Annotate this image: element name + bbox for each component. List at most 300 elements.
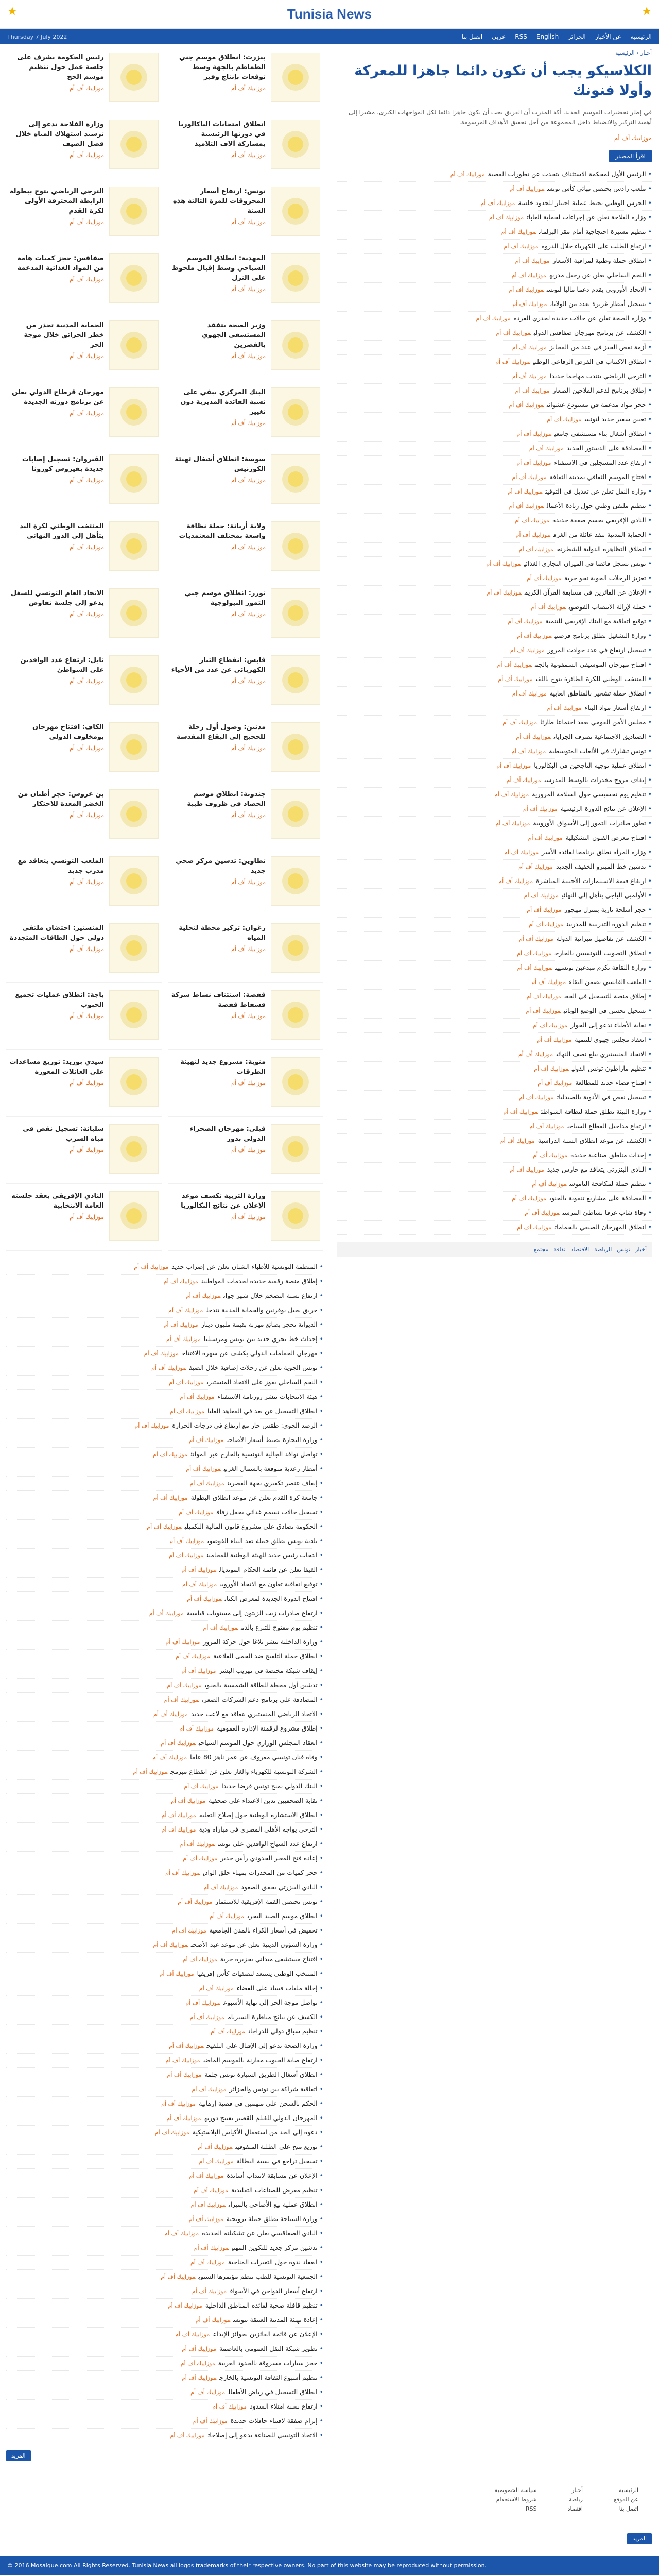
list-item[interactable] [337,485,652,499]
list-item-title[interactable]: انعقاد المجلس الوزاري حول الموسم السياحي [198,1739,318,1747]
list-item-title[interactable]: إعادة فتح المعبر الحدودي رأس جدير [220,1854,318,1862]
list-item-source[interactable]: موزاييك أف أم [153,1495,188,1501]
card-title[interactable]: منوبة: مشروع جديد لتهيئة الطرقات [180,1058,266,1076]
card-title[interactable]: ولاية أريانة: حملة نظافة واسعة بمختلف المعتمديات [179,522,266,540]
list-item-title[interactable]: تنظيم حملة لمكافحة الناموس [569,1180,646,1188]
list-item[interactable] [6,1303,323,1318]
list-item[interactable] [337,571,652,586]
list-item-title[interactable]: مجلس الأمن القومي يعقد اجتماعا طارئا [540,718,646,726]
news-card[interactable] [6,451,162,514]
list-item-source[interactable]: موزاييك أف أم [519,1094,554,1101]
list-item-source[interactable]: موزاييك أف أم [518,863,553,870]
list-item-source[interactable]: موزاييك أف أم [170,1408,204,1415]
list-item-title[interactable]: تسجيل أمطار غزيرة بعدد من الولايات [550,300,646,308]
list-item-title[interactable]: إيقاف شبكة مختصة في تهريب البشر [219,1667,318,1674]
card-title[interactable]: وزارة التربية تكشف موعد الإعلان عن نتائج البكالوريا [181,1192,266,1210]
list-item[interactable] [6,2082,323,2097]
list-item[interactable] [337,1105,652,1120]
list-item-source[interactable]: موزاييك أف أم [210,1913,245,1920]
list-item-source[interactable]: موزاييك أف أم [515,258,550,264]
list-item-source[interactable]: موزاييك أف أم [486,561,521,567]
news-card[interactable] [168,317,323,380]
list-item-source[interactable]: موزاييك أف أم [512,301,547,308]
card-title[interactable]: صفاقس: حجز كميات هامة من المواد الغذائية المدعمة [17,255,104,272]
news-card[interactable] [6,317,162,380]
list-item-title[interactable]: تونس تشارك في الألعاب المتوسطية [549,747,646,755]
list-item-title[interactable]: انطلاق التظاهرة الدولية للشطرنج [557,545,646,553]
list-item-title[interactable]: بلدية تونس تطلق حملة ضد البناء الفوضوي [207,1537,318,1545]
list-item[interactable] [337,1076,652,1091]
nav-link[interactable]: RSS [515,33,527,40]
list-item-source[interactable]: موزاييك أف أم [497,662,532,668]
list-item-source[interactable]: موزاييك أف أم [524,892,559,899]
list-item-source[interactable]: موزاييك أف أم [509,185,545,192]
news-card[interactable] [6,49,162,112]
footer-link[interactable]: الرئيسية [619,2487,638,2494]
list-item[interactable] [6,1707,323,1722]
list-item-title[interactable]: تسجيل ارتفاع في عدد حوادث المرور [547,646,646,654]
card-source[interactable]: موزاييك أف أم [231,286,266,293]
card-title[interactable]: زغوان: تركيز محطة لتحلية المياه [179,924,266,942]
list-item[interactable] [337,1004,652,1019]
card-title[interactable]: المهدية: انطلاق الموسم السياحي وسط إقبال ملحوظ على النزل [171,255,266,282]
list-item-title[interactable]: انطلاق أشغال الطريق السيارة تونس جلمة [204,2071,318,2078]
card-title[interactable]: مدنين: وصول أول رحلة للحجيج إلى البقاع المقدسة [176,723,266,741]
list-item-source[interactable]: موزاييك أف أم [516,633,552,639]
list-item-source[interactable]: موزاييك أف أم [189,1437,224,1444]
list-item-title[interactable]: مهرجان الحمامات الدولي يكشف عن سهرة الافتتاح [182,1349,318,1357]
list-item-title[interactable]: انطلاق أشغال بناء مستشفى جامعي [554,430,646,437]
list-item-title[interactable]: تونس تحتضن القمة الإفريقية للاستثمار [215,1897,318,1905]
list-item[interactable] [6,1505,323,1520]
list-item-title[interactable]: دعوة إلى الحد من استعمال الأكياس البلاستيكية [192,2128,318,2136]
list-item[interactable] [6,1996,323,2010]
list-item-title[interactable]: المصادقة على مشاريع تنموية بالجنوب [549,1194,646,1202]
news-card[interactable] [168,987,323,1050]
list-item[interactable] [337,1192,652,1206]
list-item-title[interactable]: الإعلان عن نتائج الدورة الرئيسية [560,805,646,812]
list-item-title[interactable]: ارتفاع أسعار مواد البناء [584,704,646,711]
tag-link[interactable]: تونس [617,1246,631,1253]
list-item-title[interactable]: انطلاق التسجيل عن بعد في المعاهد العليا [207,1407,318,1415]
list-item-source[interactable]: موزاييك أف أم [147,1523,182,1530]
list-item-source[interactable]: موزاييك أف أم [512,690,547,697]
list-item-source[interactable]: موزاييك أف أم [176,1653,211,1660]
list-item[interactable] [337,860,652,874]
list-item[interactable] [6,2328,323,2342]
list-item-title[interactable]: انطلاق المهرجان الصيفي بالحمامات [554,1223,646,1231]
list-item-source[interactable]: موزاييك أف أم [515,387,550,394]
thumbnail-placeholder-icon[interactable] [271,990,320,1040]
list-item-title[interactable]: وزارة الداخلية تنشر بلاغا حول حركة المرور [203,1638,318,1646]
nav-link[interactable]: اتصل بنا [461,33,483,40]
list-item-title[interactable]: وزارة السياحة تطلق حملة ترويجية [226,2215,318,2223]
list-item[interactable] [6,1895,323,1909]
list-item[interactable] [337,398,652,413]
list-item-title[interactable]: هيئة الانتخابات تنشر روزنامة الاستفتاء [217,1393,318,1400]
list-item-title[interactable]: تنظيم أسبوع الثقافة التونسية بالخارج [219,2374,318,2381]
list-item-title[interactable]: جامعة كرة القدم تعلن عن موعد انطلاق البطولة [190,1494,318,1501]
list-item[interactable] [6,1534,323,1549]
card-title[interactable]: نابل: ارتفاع عدد الوافدين على الشواطئ [20,656,104,674]
list-item-title[interactable]: وزارة التشغيل تطلق برنامج فرصتي [554,632,646,639]
news-card[interactable] [168,116,323,179]
list-item-title[interactable]: الحكومة تصادق على مشروع قانون المالية التكميلي [184,1522,318,1530]
list-item-title[interactable]: وزارة الثقافة تكرم مبدعين تونسيين [555,963,646,971]
thumbnail-placeholder-icon[interactable] [109,588,159,638]
list-item[interactable] [337,730,652,744]
list-item-title[interactable]: النجم الساحلي يعلن عن رحيل مدربه [549,271,646,279]
list-item[interactable] [6,1462,323,1477]
list-item[interactable] [337,1206,652,1221]
list-item-source[interactable]: موزاييك أف أم [508,618,543,625]
nav-link[interactable]: الرئيسية [630,33,652,40]
list-item-title[interactable]: النادي البنزرتي يحقق الصعود [241,1883,318,1891]
card-source[interactable]: موزاييك أف أم [70,678,104,685]
list-item-source[interactable]: موزاييك أف أم [161,1826,196,1833]
list-item-source[interactable]: موزاييك أف أم [169,1552,204,1559]
list-item-title[interactable]: تنظيم يوم مفتوح للتبرع بالدم [240,1623,318,1631]
card-title[interactable]: بنزرت: انطلاق موسم جني الطماطم بالجهة وسط توقعات بإنتاج وفير [179,54,266,81]
list-item-title[interactable]: إطلاق منصة للتسجيل في الحج [564,992,646,1000]
news-card[interactable] [168,1188,323,1251]
list-item-title[interactable]: انتخاب رئيس جديد للهيئة الوطنية للمحامين [206,1551,318,1559]
list-item-source[interactable]: موزاييك أف أم [134,1264,169,1270]
list-item-source[interactable]: موزاييك أف أم [528,835,563,841]
card-title[interactable]: باجة: انطلاق عمليات تجميع الحبوب [15,991,104,1009]
list-item-title[interactable]: انعقاد ندوة حول التغيرات المناخية [228,2258,318,2266]
list-item-source[interactable]: موزاييك أف أم [512,1195,547,1202]
card-source[interactable]: موزاييك أف أم [70,745,104,752]
list-item[interactable] [6,1361,323,1376]
list-item-source[interactable]: موزاييك أف أم [170,2432,205,2439]
list-item-title[interactable]: تنظيم سباق دولي للدراجات [248,2027,318,2035]
list-item-title[interactable]: افتتاح الدورة الجديدة لمعرض الكتاب [224,1595,318,1602]
list-item[interactable] [6,1736,323,1751]
list-item[interactable] [337,773,652,788]
card-source[interactable]: موزاييك أف أم [70,1080,104,1087]
card-source[interactable]: موزاييك أف أم [70,353,104,360]
list-item-source[interactable]: موزاييك أف أم [547,705,582,711]
list-item-title[interactable]: وفاة شاب غرقا بشاطئ المرسى [562,1209,646,1216]
card-source[interactable]: موزاييك أف أم [231,152,266,159]
list-item[interactable] [337,1062,652,1076]
list-item-source[interactable]: موزاييك أف أم [450,171,485,178]
footer-link[interactable]: شروط الاستخدام [496,2496,537,2503]
list-item-source[interactable]: موزاييك أف أم [179,1509,214,1516]
list-item[interactable] [337,196,652,211]
list-item-source[interactable]: موزاييك أف أم [496,762,531,769]
thumbnail-placeholder-icon[interactable] [271,53,320,102]
list-item-source[interactable]: موزاييك أف أم [164,1697,199,1703]
list-item-source[interactable]: موزاييك أف أم [480,200,515,207]
news-card[interactable] [168,451,323,514]
card-source[interactable]: موزاييك أف أم [70,879,104,886]
list-item-source[interactable]: موزاييك أف أم [179,1725,214,1732]
thumbnail-placeholder-icon[interactable] [109,1124,159,1174]
list-item-title[interactable]: حملة لإزالة الانتصاب الفوضوي [568,603,646,611]
list-item[interactable] [6,2183,323,2198]
list-item-source[interactable]: موزاييك أف أم [509,1166,544,1173]
list-item[interactable] [6,2097,323,2111]
list-item-title[interactable]: حجز أسلحة نارية بمنزل مهجور [564,906,646,913]
thumbnail-placeholder-icon[interactable] [271,655,320,705]
news-card[interactable] [168,920,323,983]
list-item[interactable] [6,2169,323,2183]
list-item[interactable] [337,831,652,845]
list-item-source[interactable]: موزاييك أف أم [518,936,553,942]
thumbnail-placeholder-icon[interactable] [271,588,320,638]
list-item-source[interactable]: موزاييك أف أم [175,2331,210,2338]
news-card[interactable] [168,518,323,581]
list-item-title[interactable]: المهرجان الدولي للفيلم القصير يفتتح دورته [204,2114,318,2122]
tag-link[interactable]: مجتمع [533,1246,549,1253]
list-item-title[interactable]: البنك الدولي يمنح تونس قرضا جديدا [221,1782,318,1790]
list-item[interactable] [337,514,652,528]
list-item[interactable] [6,1924,323,1938]
list-item-source[interactable]: موزاييك أف أم [164,2230,199,2237]
card-title[interactable]: المنتخب الوطني لكرة اليد يتأهل إلى الدور النهائي [20,522,104,540]
list-item-title[interactable]: أمطار رعدية متوقعة بالشمال الغربي [223,1465,318,1472]
news-card[interactable] [168,1054,323,1117]
list-item-source[interactable]: موزاييك أف أم [199,1985,234,1992]
list-item-source[interactable]: موزاييك أف أم [518,546,554,553]
card-source[interactable]: موزاييك أف أم [70,276,104,283]
card-title[interactable]: سوسة: انطلاق أشغال تهيئة الكورنيش [175,455,266,473]
list-item-title[interactable]: الإعلان عن قائمة الفائزين بجوائز الإبداع [213,2330,318,2338]
thumbnail-placeholder-icon[interactable] [271,454,320,504]
list-item-source[interactable]: موزاييك أف أم [186,1466,221,1472]
list-item[interactable] [6,1679,323,1693]
thumbnail-placeholder-icon[interactable] [109,53,159,102]
card-title[interactable]: قبلي: مهرجان الصحراء الدولي بدوز [189,1125,266,1143]
list-item-title[interactable]: ارتفاع نسبة التضخم خلال شهر جوان [223,1292,318,1299]
list-item-title[interactable]: أزمة نقص الخبز في عدد من المخابز [549,343,646,351]
news-card[interactable] [6,518,162,581]
list-item[interactable] [6,1578,323,1592]
list-item-source[interactable]: موزاييك أف أم [512,344,547,351]
list-item-title[interactable]: وزارة المرأة تطلق برنامجا لفائدة الأسر [542,848,646,856]
news-card[interactable] [168,786,323,849]
list-item-title[interactable]: ارتفاع مداخيل القطاع السياحي [567,1122,646,1130]
list-item[interactable] [337,341,652,355]
card-title[interactable]: وزارة الفلاحة تدعو إلى ترشيد استهلاك المياه خلال فصل الصيف [15,121,104,148]
list-item-source[interactable]: موزاييك أف أم [161,1740,196,1747]
list-item[interactable] [337,413,652,427]
list-item-title[interactable]: الديوانة تحجز بضائع مهربة بقيمة مليون دينار [201,1320,318,1328]
list-item-source[interactable]: موزاييك أف أم [187,1596,222,1602]
list-item[interactable] [6,1491,323,1505]
list-item[interactable] [337,586,652,600]
list-item-title[interactable]: تسجيل حالات تسمم غذائي بحفل زفاف [216,1508,318,1516]
list-item[interactable] [337,961,652,975]
tag-link[interactable]: الاقتصاد [570,1246,589,1253]
list-item-source[interactable]: موزاييك أف أم [498,878,533,885]
list-item[interactable] [6,2212,323,2227]
thumbnail-placeholder-icon[interactable] [271,120,320,169]
list-item-title[interactable]: الكشف عن نتائج مناظرة السيزيام [228,2013,318,2021]
list-item-title[interactable]: النادي البنزرتي يتعاقد مع حارس جديد [547,1165,646,1173]
list-item[interactable] [337,499,652,514]
list-item-source[interactable]: موزاييك أف أم [163,1278,199,1285]
thumbnail-placeholder-icon[interactable] [109,655,159,705]
list-item[interactable] [6,1419,323,1433]
thumbnail-placeholder-icon[interactable] [109,1057,159,1107]
list-item-source[interactable]: موزاييك أف أم [516,734,551,740]
list-item[interactable] [6,2385,323,2400]
list-item[interactable] [6,1693,323,1707]
list-item[interactable] [6,1780,323,1794]
card-source[interactable]: موزاييك أف أم [70,477,104,484]
list-item-title[interactable]: تنظيم ماراطون تونس الدولي [571,1064,646,1072]
list-item-title[interactable]: انطلاق الاكتتاب في القرض الرقاعي الوطني [533,358,646,365]
list-item-title[interactable]: النادي الإفريقي يحسم صفقة جديدة [552,516,646,524]
list-item-source[interactable]: موزاييك أف أم [167,2072,202,2078]
list-item[interactable] [337,167,652,182]
list-item-source[interactable]: موزاييك أف أم [511,272,547,279]
list-item-title[interactable]: تواصل موجة الحر إلى نهاية الأسبوع [223,1998,318,2006]
list-item[interactable] [6,1477,323,1491]
list-item-title[interactable]: ارتفاع صادرات زيت الزيتون إلى مستويات قياسية [186,1609,318,1617]
thumbnail-placeholder-icon[interactable] [109,722,159,772]
list-item-source[interactable]: موزاييك أف أم [537,1080,573,1087]
list-item-source[interactable]: موزاييك أف أم [194,2187,228,2194]
list-item[interactable] [337,918,652,932]
list-item[interactable] [6,2227,323,2241]
news-card[interactable] [168,250,323,313]
card-source[interactable]: موزاييك أف أم [231,1080,266,1087]
list-item-title[interactable]: تسجيل تحسن في الوضع الوبائي [563,1007,646,1014]
list-item[interactable] [337,240,652,254]
news-card[interactable] [6,585,162,648]
list-item-title[interactable]: الملعب القابسي يضمن البقاء [569,978,646,986]
list-item-title[interactable]: المنتخب الوطني للكرة الطائرة يتوج باللقب [535,675,646,683]
nav-link[interactable]: الجزائر [568,33,586,40]
list-item[interactable] [337,600,652,615]
list-item-title[interactable]: وفاة فنان تونسي معروف عن عمر ناهز 80 عاما [190,1753,318,1761]
list-item[interactable] [6,1880,323,1895]
news-card[interactable] [6,786,162,849]
list-item[interactable] [6,1837,323,1852]
list-item-title[interactable]: الحرس الوطني يحبط عملية اجتياز للحدود خلسة [518,199,646,207]
list-item-title[interactable]: الشركة التونسية للكهرباء والغاز تعلن عن انقطاع مبرمج [170,1768,318,1775]
list-item-source[interactable]: موزاييك أف أم [153,1451,188,1458]
list-item[interactable] [6,2111,323,2126]
news-card[interactable] [6,116,162,179]
list-item-source[interactable]: موزاييك أف أم [193,2418,228,2425]
list-item-title[interactable]: تسجيل تراجع في نسبة البطالة [236,2157,318,2165]
list-item-source[interactable]: موزاييك أف أم [197,2144,233,2150]
list-item-title[interactable]: انعقاد مجلس جهوي للتنمية [575,1036,646,1043]
list-item[interactable] [6,1909,323,1924]
list-item[interactable] [337,456,652,470]
list-item-source[interactable]: موزاييك أف أم [199,2158,234,2165]
list-item-source[interactable]: موزاييك أف أم [178,1899,213,1905]
list-item-source[interactable]: موزاييك أف أم [494,791,529,798]
list-item[interactable] [6,2342,323,2357]
card-title[interactable]: وزير الصحة يتفقد المستشفى الجهوي بالقصرين [201,321,266,349]
list-item-source[interactable]: موزاييك أف أم [531,1181,567,1188]
list-item-source[interactable]: موزاييك أف أم [518,1051,553,1058]
list-item[interactable] [6,1751,323,1765]
list-item-source[interactable]: موزاييك أف أم [190,2201,226,2208]
list-item[interactable] [6,1592,323,1606]
list-item-title[interactable]: تعزيز الرحلات الجوية نحو جربة [564,574,646,582]
list-item-title[interactable]: إحالة ملفات فساد على القضاء [236,1984,318,1992]
card-title[interactable]: الكاف: افتتاح مهرجان بومخلوف الدولي [32,723,104,741]
card-source[interactable]: موزاييك أف أم [231,353,266,360]
card-source[interactable]: موزاييك أف أم [231,544,266,551]
footer-link[interactable]: RSS [525,2505,537,2512]
list-item-title[interactable]: المصادقة على برنامج دعم الشركات الصغرى [202,1696,318,1703]
list-item[interactable] [337,297,652,312]
card-title[interactable]: البنك المركزي يبقي على نسبة الفائدة المديرية دون تغيير [180,388,266,416]
card-source[interactable]: موزاييك أف أم [231,745,266,752]
list-item-source[interactable]: موزاييك أف أم [498,676,533,683]
list-item[interactable] [6,2068,323,2082]
list-item[interactable] [337,442,652,456]
list-item-source[interactable]: موزاييك أف أم [189,2173,224,2179]
card-source[interactable]: موزاييك أف أم [70,85,104,92]
list-item[interactable] [6,1448,323,1462]
list-item[interactable] [6,1376,323,1390]
list-item[interactable] [337,615,652,629]
tag-link[interactable]: أخبار [635,1246,647,1253]
card-source[interactable]: موزاييك أف أم [231,1214,266,1221]
news-card[interactable] [6,920,162,983]
list-item-source[interactable]: موزاييك أف أم [171,1927,206,1934]
list-item-source[interactable]: موزاييك أف أم [515,532,551,538]
list-item[interactable] [6,2039,323,2054]
card-title[interactable]: بن عروس: حجز أطنان من الخضر المعدة للاحتكار [18,790,104,808]
list-item-title[interactable]: الاتحاد التونسي للصناعة يدعو إلى إصلاحات [207,2431,318,2439]
list-item-source[interactable]: موزاييك أف أم [506,777,542,784]
list-item-title[interactable]: اتفاقية شراكة بين تونس والجزائر [229,2085,318,2093]
list-item-source[interactable]: موزاييك أف أم [153,1711,188,1718]
card-title[interactable]: الحماية المدنية تحذر من خطر الحرائق خلال موجة الحر [24,321,104,349]
list-item-title[interactable]: انطلاق حملة التلقيح ضد الحمى القلاعية [213,1652,318,1660]
footer-link[interactable]: سياسة الخصوصية [494,2487,537,2494]
list-item-source[interactable]: موزاييك أف أم [547,416,582,423]
list-item[interactable] [337,903,652,918]
list-item-source[interactable]: موزاييك أف أم [189,2014,225,2021]
list-item-title[interactable]: توقيع اتفاقية مع البنك الإفريقي للتنمية [545,617,646,625]
list-item[interactable] [6,1635,323,1650]
thumbnail-placeholder-icon[interactable] [109,454,159,504]
card-title[interactable]: المنستير: احتضان ملتقى دولي حول الطاقات المتجددة [9,924,104,942]
list-item[interactable] [337,802,652,817]
list-item[interactable] [337,687,652,701]
list-item[interactable] [337,1177,652,1192]
list-item[interactable] [6,1549,323,1563]
list-item-source[interactable]: موزاييك أف أم [527,907,562,913]
list-item-title[interactable]: انطلاق التصويت للتونسيين بالخارج [554,949,646,957]
list-item[interactable] [337,470,652,485]
list-item-title[interactable]: تدشين أول محطة للطاقة الشمسية بالجنوب [204,1681,318,1689]
news-card[interactable] [6,987,162,1050]
list-item[interactable] [337,845,652,860]
list-item-source[interactable]: موزاييك أف أم [537,1037,572,1043]
list-item[interactable] [337,759,652,773]
list-item-title[interactable]: الاتحاد الرياضي المنستيري يتعاقد مع لاعب جديد [190,1710,318,1718]
list-item-source[interactable]: موزاييك أف أم [529,921,564,928]
list-item[interactable] [337,557,652,571]
list-item[interactable] [6,1953,323,1967]
list-item-title[interactable]: تطور صادرات التمور إلى الأسواق الأوروبية [533,819,646,827]
news-card[interactable] [6,250,162,313]
list-item-title[interactable]: نقابة الأطباء تدعو إلى الحوار [570,1021,646,1029]
card-title[interactable]: توزر: انطلاق موسم جني التمور البيولوجية [184,589,266,607]
